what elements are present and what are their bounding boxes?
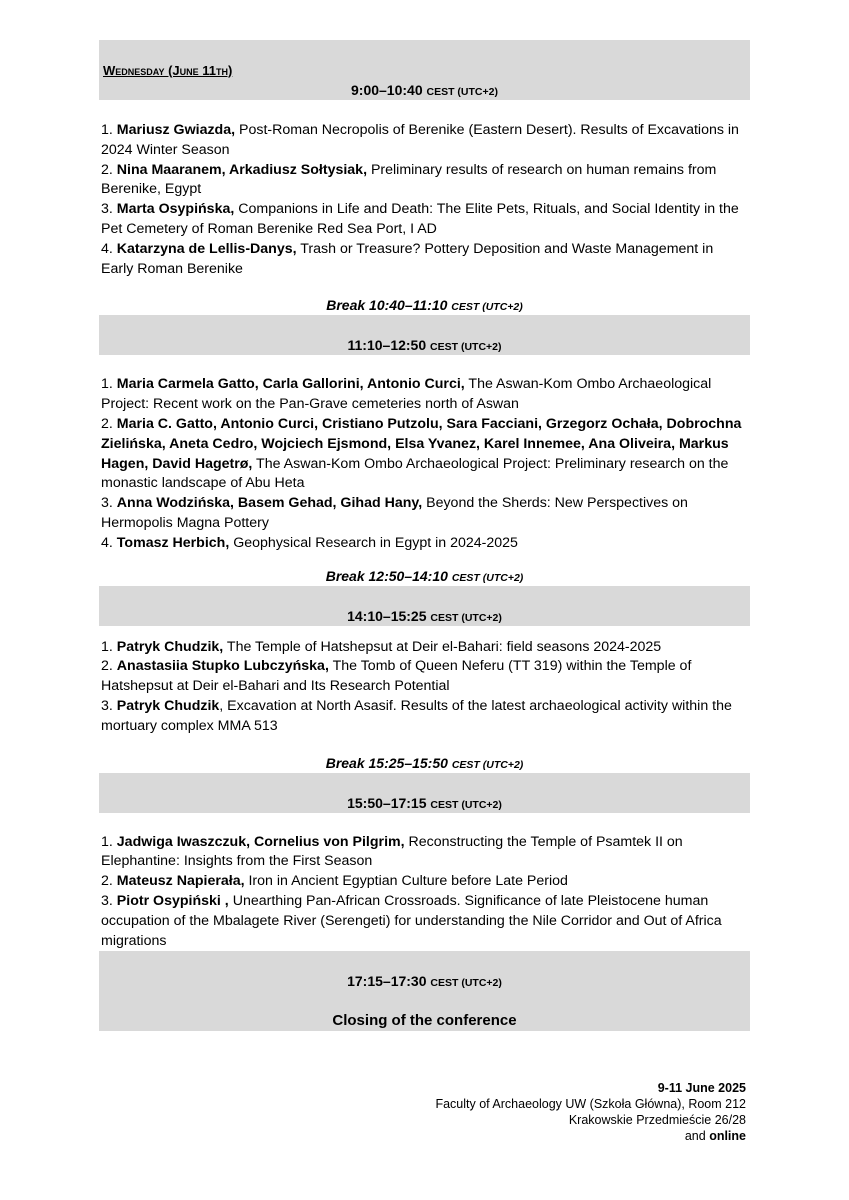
list-item: 3. Piotr Osypiński , Unearthing Pan-African Crossroads. Significance of late Pleistocene human occupation of the Mbalagete River (Serengeti) for understanding the Nile Corridor and Out of Africa migrations xyxy=(101,892,722,949)
spacer xyxy=(99,773,750,793)
schedule xyxy=(99,40,750,1031)
session-items xyxy=(99,375,750,553)
break-row: Break 12:50–14:10 CEST (UTC+2) xyxy=(325,567,524,584)
session-time xyxy=(99,80,750,100)
closing-title: Closing of the conference xyxy=(99,1011,750,1031)
footer-place: Faculty of Archaeology UW (Szkoła Główna), Room 212 xyxy=(435,1097,746,1111)
timezone: CEST (UTC+2) xyxy=(426,86,498,98)
list-item: 4. Katarzyna de Lellis-Danys, Trash or Treasure? Pottery Deposition and Waste Management in Early Roman Berenike xyxy=(101,240,714,277)
session-time: 11:10–12:50 CEST (UTC+2) xyxy=(99,335,750,355)
session-items xyxy=(99,638,750,737)
session-time: 17:15–17:30 CEST (UTC+2) xyxy=(99,971,750,991)
day-heading: Wednesday (June 11th) xyxy=(99,60,750,80)
footer-dates: 9-11 June 2025 xyxy=(657,1081,746,1095)
list-item: 2. Maria C. Gatto, Antonio Curci, Cristiano Putzolu, Sara Facciani, Grzegorz Ochała, Dobrochna Zielińska, Aneta Cedro, Wojciech Ejsmond, Elsa Yvanez, Karel Innemee, Ana Oliveira, Markus Hagen, David Hagetrø, The Aswan-Kom Ombo Archaeological Project: Preliminary research on the monastic landscape of Abu Heta xyxy=(101,415,742,492)
list-item: 3. Marta Osypińska, Companions in Life and Death: The Elite Pets, Rituals, and Social Identity in the Pet Cemetery of Roman Berenike Red Sea Port, I AD xyxy=(101,201,739,237)
session-time: 15:50–17:15 CEST (UTC+2) xyxy=(99,793,750,813)
footer xyxy=(435,1080,746,1144)
spacer xyxy=(99,991,750,1011)
session-items xyxy=(99,121,750,279)
session-time: 14:10–15:25 CEST (UTC+2) xyxy=(99,606,750,626)
time-range: 15:50–17:15 xyxy=(347,794,427,811)
break-row: Break 10:40–11:10 CEST (UTC+2) xyxy=(326,297,523,314)
time-range: 9:00–10:40 xyxy=(351,82,423,98)
footer-online: and online xyxy=(684,1129,746,1143)
list-item: 1. Mariusz Gwiazda, Post-Roman Necropolis of Berenike (Eastern Desert). Results of Excavations in 2024 Winter Season xyxy=(101,122,739,158)
session-items xyxy=(99,833,750,952)
list-item: 1. Maria Carmela Gatto, Carla Gallorini, Antonio Curci, The Aswan-Kom Ombo Archaeological Project: Recent work on the Pan-Grave cemeteries north of Aswan xyxy=(101,376,712,413)
list-item: 3. Anna Wodzińska, Basem Gehad, Gihad Hany, Beyond the Sherds: New Perspectives on Hermopolis Magna Pottery xyxy=(101,495,688,531)
time-range: 14:10–15:25 xyxy=(347,607,427,624)
list-item: 3. Patryk Chudzik, Excavation at North Asasif. Results of the latest archaeological activity within the mortuary complex MMA 513 xyxy=(101,697,732,734)
list-item: 1. Jadwiga Iwaszczuk, Cornelius von Pilgrim, Reconstructing the Temple of Psamtek II on Elephantine: Insights from the First Season xyxy=(101,833,683,870)
spacer xyxy=(99,586,750,606)
list-item: 2. Anastasiia Stupko Lubczyńska, The Tomb of Queen Neferu (TT 319) within the Temple of Hatshepsut at Deir el-Bahari and Its Research Potential xyxy=(101,658,692,695)
time-range: 11:10–12:50 xyxy=(347,337,427,354)
spacer xyxy=(99,951,750,971)
time-range: 17:15–17:30 xyxy=(347,973,427,990)
list-item: 2. Mateusz Napierała, Iron in Ancient Egyptian Culture before Late Period xyxy=(101,873,568,890)
spacer xyxy=(99,315,750,335)
break-row: Break 15:25–15:50 CEST (UTC+2) xyxy=(325,754,524,771)
list-item: 4. Tomasz Herbich, Geophysical Research in Egypt in 2024-2025 xyxy=(101,534,518,551)
footer-address: Krakowskie Przedmieście 26/28 xyxy=(568,1113,746,1127)
header-spacer xyxy=(99,40,750,60)
list-item: 1. Patryk Chudzik, The Temple of Hatshepsut at Deir el-Bahari: field seasons 2024-2025 xyxy=(101,638,662,655)
list-item: 2. Nina Maaranem, Arkadiusz Sołtysiak, Preliminary results of research on human remains from Berenike, Egypt xyxy=(101,161,717,198)
